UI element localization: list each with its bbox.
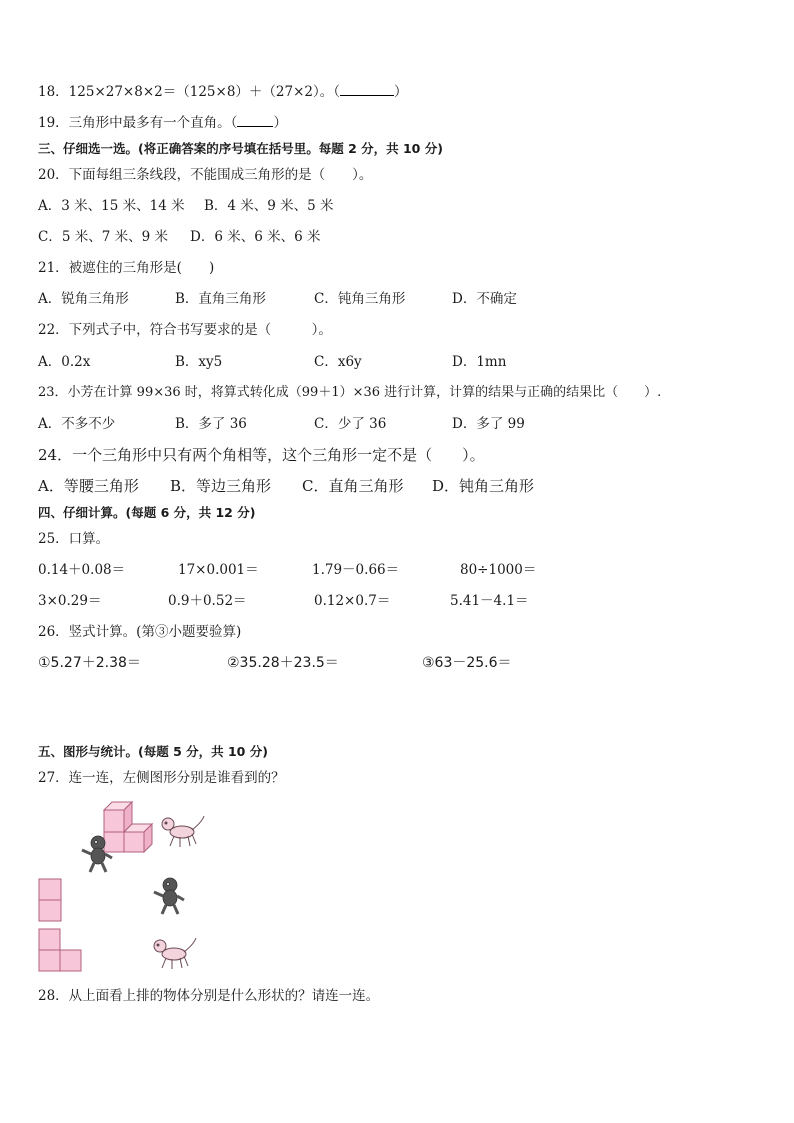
question-19-close: ） xyxy=(273,115,287,131)
question-18-close: ） xyxy=(393,84,408,100)
q20-option-a[interactable]: A．3 米、15 米、14 米 xyxy=(38,198,185,214)
mental-calc-2: 17×0.001＝ xyxy=(178,562,259,578)
q22-option-b[interactable]: B．xy5 xyxy=(175,354,223,370)
q23-option-d[interactable]: D．多了 99 xyxy=(452,416,525,432)
q24-option-d[interactable]: D．钝角三角形 xyxy=(432,477,535,495)
q22-option-a[interactable]: A．0.2x xyxy=(38,354,91,370)
question-21-stem: 21．被遮住的三角形是( ) xyxy=(38,260,215,276)
section-5-heading: 五、图形与统计。(每题 5 分，共 10 分) xyxy=(38,744,268,759)
dog-icon-2 xyxy=(150,934,200,974)
monkey-icon xyxy=(78,834,116,874)
view-figure-2 xyxy=(38,928,84,974)
mental-calc-4: 80÷1000＝ xyxy=(460,562,537,578)
mental-calc-3: 1.79－0.66＝ xyxy=(312,562,400,578)
q21-option-d[interactable]: D．不确定 xyxy=(452,291,517,307)
question-22-stem: 22．下列式子中，符合书写要求的是（ ）。 xyxy=(38,322,332,338)
question-19-text: 19．三角形中最多有一个直角。（ xyxy=(38,115,238,131)
question-18 xyxy=(38,83,407,101)
vertical-calc-2: ②35.28＋23.5＝ xyxy=(227,655,339,671)
q24-option-c[interactable]: C．直角三角形 xyxy=(302,477,404,495)
question-20-stem: 20．下面每组三条线段，不能围成三角形的是（ ）。 xyxy=(38,167,373,183)
question-28-stem: 28．从上面看上排的物体分别是什么形状的？请连一连。 xyxy=(38,988,380,1004)
dog-icon xyxy=(158,812,208,852)
question-25-stem: 25．口算。 xyxy=(38,531,110,547)
question-27-stem: 27．连一连，左侧图形分别是谁看到的？ xyxy=(38,770,285,786)
question-23-stem: 23．小芳在计算 99×36 时，将算式转化成（99＋1）×36 进行计算，计算的结果与正确的结果比（ ）. xyxy=(38,385,662,400)
q21-option-c[interactable]: C．钝角三角形 xyxy=(314,291,406,307)
q20-option-b[interactable]: B．4 米、9 米、5 米 xyxy=(204,198,334,214)
answer-blank-18[interactable] xyxy=(340,83,394,96)
mental-calc-6: 0.9＋0.52＝ xyxy=(168,593,247,609)
q24-option-a[interactable]: A．等腰三角形 xyxy=(38,477,139,495)
q20-option-d[interactable]: D．6 米、6 米、6 米 xyxy=(190,229,321,245)
q23-option-a[interactable]: A．不多不少 xyxy=(38,416,116,432)
monkey-icon-2 xyxy=(150,876,188,916)
q21-option-a[interactable]: A．锐角三角形 xyxy=(38,291,129,307)
q21-option-b[interactable]: B．直角三角形 xyxy=(175,291,266,307)
view-figure-1 xyxy=(38,878,64,924)
mental-calc-1: 0.14＋0.08＝ xyxy=(38,562,126,578)
question-26-stem: 26．竖式计算。(第③小题要验算) xyxy=(38,624,242,640)
mental-calc-7: 0.12×0.7＝ xyxy=(314,593,391,609)
mental-calc-5: 3×0.29＝ xyxy=(38,593,102,609)
question-19 xyxy=(38,114,287,132)
section-4-heading: 四、仔细计算。(每题 6 分，共 12 分) xyxy=(38,505,256,520)
mental-calc-8: 5.41－4.1＝ xyxy=(450,593,529,609)
q22-option-c[interactable]: C．x6y xyxy=(314,354,362,370)
question-18-text: 18．125×27×8×2＝（125×8）＋（27×2）。（ xyxy=(38,84,340,100)
q23-option-c[interactable]: C．少了 36 xyxy=(314,416,387,432)
q24-option-b[interactable]: B．等边三角形 xyxy=(170,477,272,495)
section-3-heading: 三、仔细选一选。(将正确答案的序号填在括号里。每题 2 分，共 10 分) xyxy=(38,141,443,156)
vertical-calc-1: ①5.27＋2.38＝ xyxy=(38,655,141,671)
q22-option-d[interactable]: D．1mn xyxy=(452,354,507,370)
answer-blank-19[interactable] xyxy=(237,114,273,127)
q23-option-b[interactable]: B．多了 36 xyxy=(175,416,247,432)
q20-option-c[interactable]: C．5 米、7 米、9 米 xyxy=(38,229,168,245)
question-24-stem: 24．一个三角形中只有两个角相等，这个三角形一定不是（ ）。 xyxy=(38,446,485,464)
vertical-calc-3: ③63－25.6＝ xyxy=(422,655,512,671)
